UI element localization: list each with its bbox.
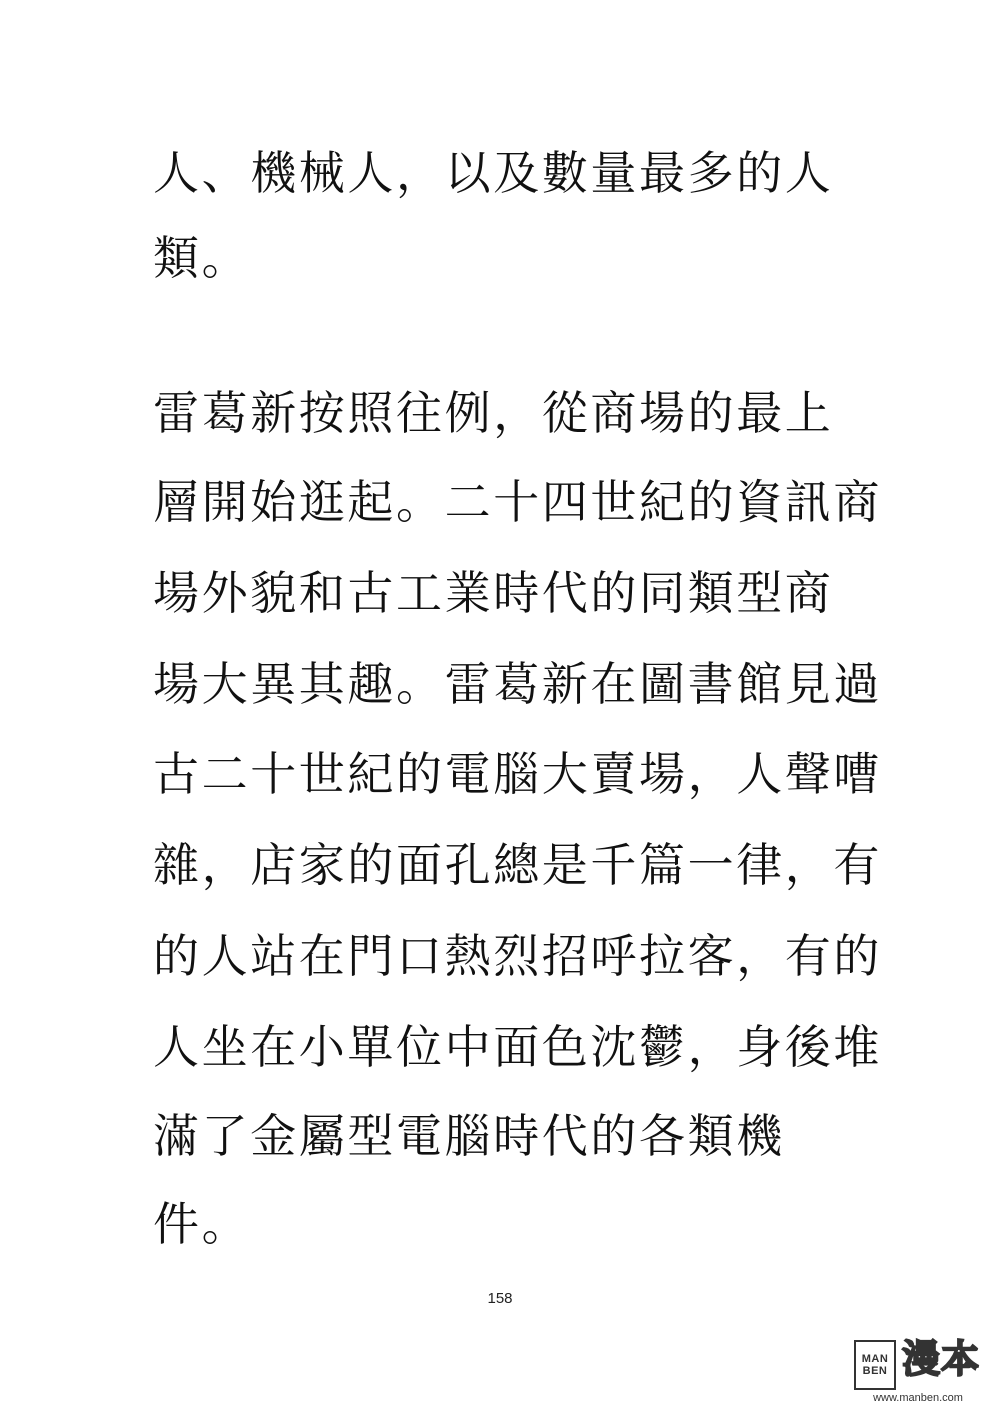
text-line-1: 人、機械人，以及數量最多的人: [153, 146, 834, 200]
text-line-9: 的人站在門口熱烈招呼拉客，有的: [153, 929, 882, 983]
text-line-10: 人坐在小單位中面色沈鬱，身後堆: [153, 1020, 882, 1074]
text-line-6: 場大異其趣。雷葛新在圖書館見過: [153, 657, 882, 711]
text-line-3: 雷葛新按照往例，從商場的最上: [153, 386, 834, 440]
page-number: 158: [487, 1290, 513, 1307]
logo-url: www.manben.com: [873, 1392, 963, 1404]
text-line-5: 場外貌和古工業時代的同類型商: [153, 566, 834, 620]
text-line-8: 雜，店家的面孔總是千篇一律，有: [153, 838, 882, 892]
logo-box-text-bottom: BEN: [862, 1365, 888, 1377]
text-line-7: 古二十世紀的電腦大賣場，人聲嘈: [153, 747, 882, 801]
logo-title: 漫本: [902, 1337, 981, 1381]
text-line-11: 滿了金屬型電腦時代的各類機: [153, 1109, 785, 1163]
manben-logo-box: [854, 1340, 896, 1390]
text-line-4: 層開始逛起。二十四世紀的資訊商: [153, 475, 882, 529]
text-line-12: 件。: [153, 1197, 251, 1251]
logo-box-text-top: MAN: [861, 1353, 889, 1365]
manben-watermark-logo: [848, 1334, 988, 1406]
text-line-2: 類。: [153, 231, 251, 285]
